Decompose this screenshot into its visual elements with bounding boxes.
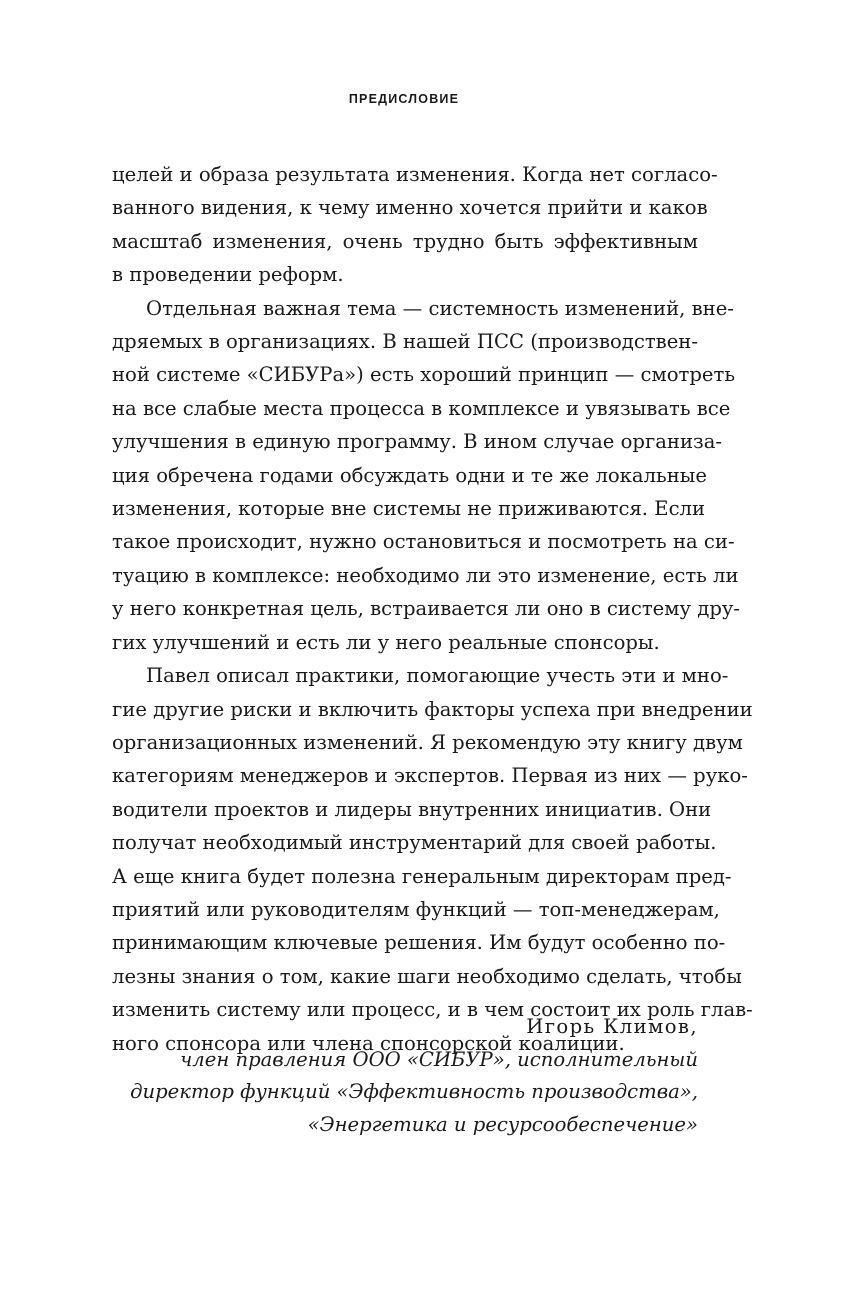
text-line: получат необходимый инструментарий для своей работы. bbox=[112, 831, 717, 855]
text-line: на все слабые места процесса в комплексе и увязывать все bbox=[112, 396, 731, 420]
paragraph-1 bbox=[112, 158, 718, 292]
body-text bbox=[112, 158, 753, 1060]
signature-role-line: директор функций «Эффективность производства», bbox=[130, 1080, 698, 1103]
running-header: ПРЕДИСЛОВИЕ bbox=[348, 92, 460, 106]
text-line: ного спонсора или члена спонсорской коалиции. bbox=[112, 1031, 625, 1055]
text-line: приятий или руководителям функций — топ-менеджерам, bbox=[112, 897, 720, 921]
text-line: Павел описал практики, помогающие учесть эти и мно- bbox=[146, 664, 729, 688]
text-line: ванного видения, к чему именно хочется прийти и каков bbox=[112, 196, 708, 220]
text-line: целей и образа результата изменения. Когда нет согласо- bbox=[112, 163, 718, 186]
signature-role-line: «Энергетика и ресурсообеспечение» bbox=[307, 1112, 698, 1136]
text-line: масштаб изменения, очень трудно быть эффективным bbox=[112, 229, 698, 253]
text-line: Отдельная важная тема — системность изменений, вне- bbox=[146, 296, 734, 320]
text-line: водители проектов и лидеры внутренних инициатив. Они bbox=[112, 797, 712, 821]
text-line: изменить систему или процесс, и в чем состоит их роль глав- bbox=[112, 998, 753, 1022]
text-line: улучшения в единую программу. В ином случае организа- bbox=[112, 430, 722, 454]
signature-block bbox=[112, 1011, 698, 1141]
text-line: А еще книга будет полезна генеральным директорам пред- bbox=[112, 864, 732, 888]
text-line: ной системе «СИБУРа») есть хороший принцип — смотреть bbox=[112, 363, 736, 387]
text-line: организационных изменений. Я рекомендую эту книгу двум bbox=[112, 730, 743, 754]
text-line: в проведении реформ. bbox=[112, 263, 344, 287]
paragraph-3 bbox=[112, 659, 753, 1060]
signature-role-line: член правления ООО «СИБУР», исполнительный bbox=[180, 1047, 698, 1071]
text-line: ция обречена годами обсуждать одни и те же локальные bbox=[112, 463, 707, 487]
text-line: гих улучшений и есть ли у него реальные спонсоры. bbox=[112, 630, 660, 654]
text-line: лезны знания о том, какие шаги необходимо сделать, чтобы bbox=[112, 964, 742, 988]
text-line: такое происходит, нужно остановиться и посмотреть на си- bbox=[112, 530, 735, 554]
text-line: гие другие риски и включить факторы успеха при внедрении bbox=[112, 697, 753, 721]
signature-name: Игорь Климов, bbox=[526, 1015, 698, 1038]
text-line: туацию в комплексе: необходимо ли это изменение, есть ли bbox=[112, 563, 739, 587]
text-line: категориям менеджеров и экспертов. Первая из них — руко- bbox=[112, 764, 748, 788]
text-line: дряемых в организациях. В нашей ПСС (производствен- bbox=[112, 330, 698, 354]
paragraph-2 bbox=[112, 292, 741, 659]
text-line: принимающим ключевые решения. Им будут особенно по- bbox=[112, 931, 726, 955]
text-line: у него конкретная цель, встраивается ли оно в систему дру- bbox=[112, 597, 741, 621]
text-line: изменения, которые вне системы не приживаются. Если bbox=[112, 497, 706, 521]
